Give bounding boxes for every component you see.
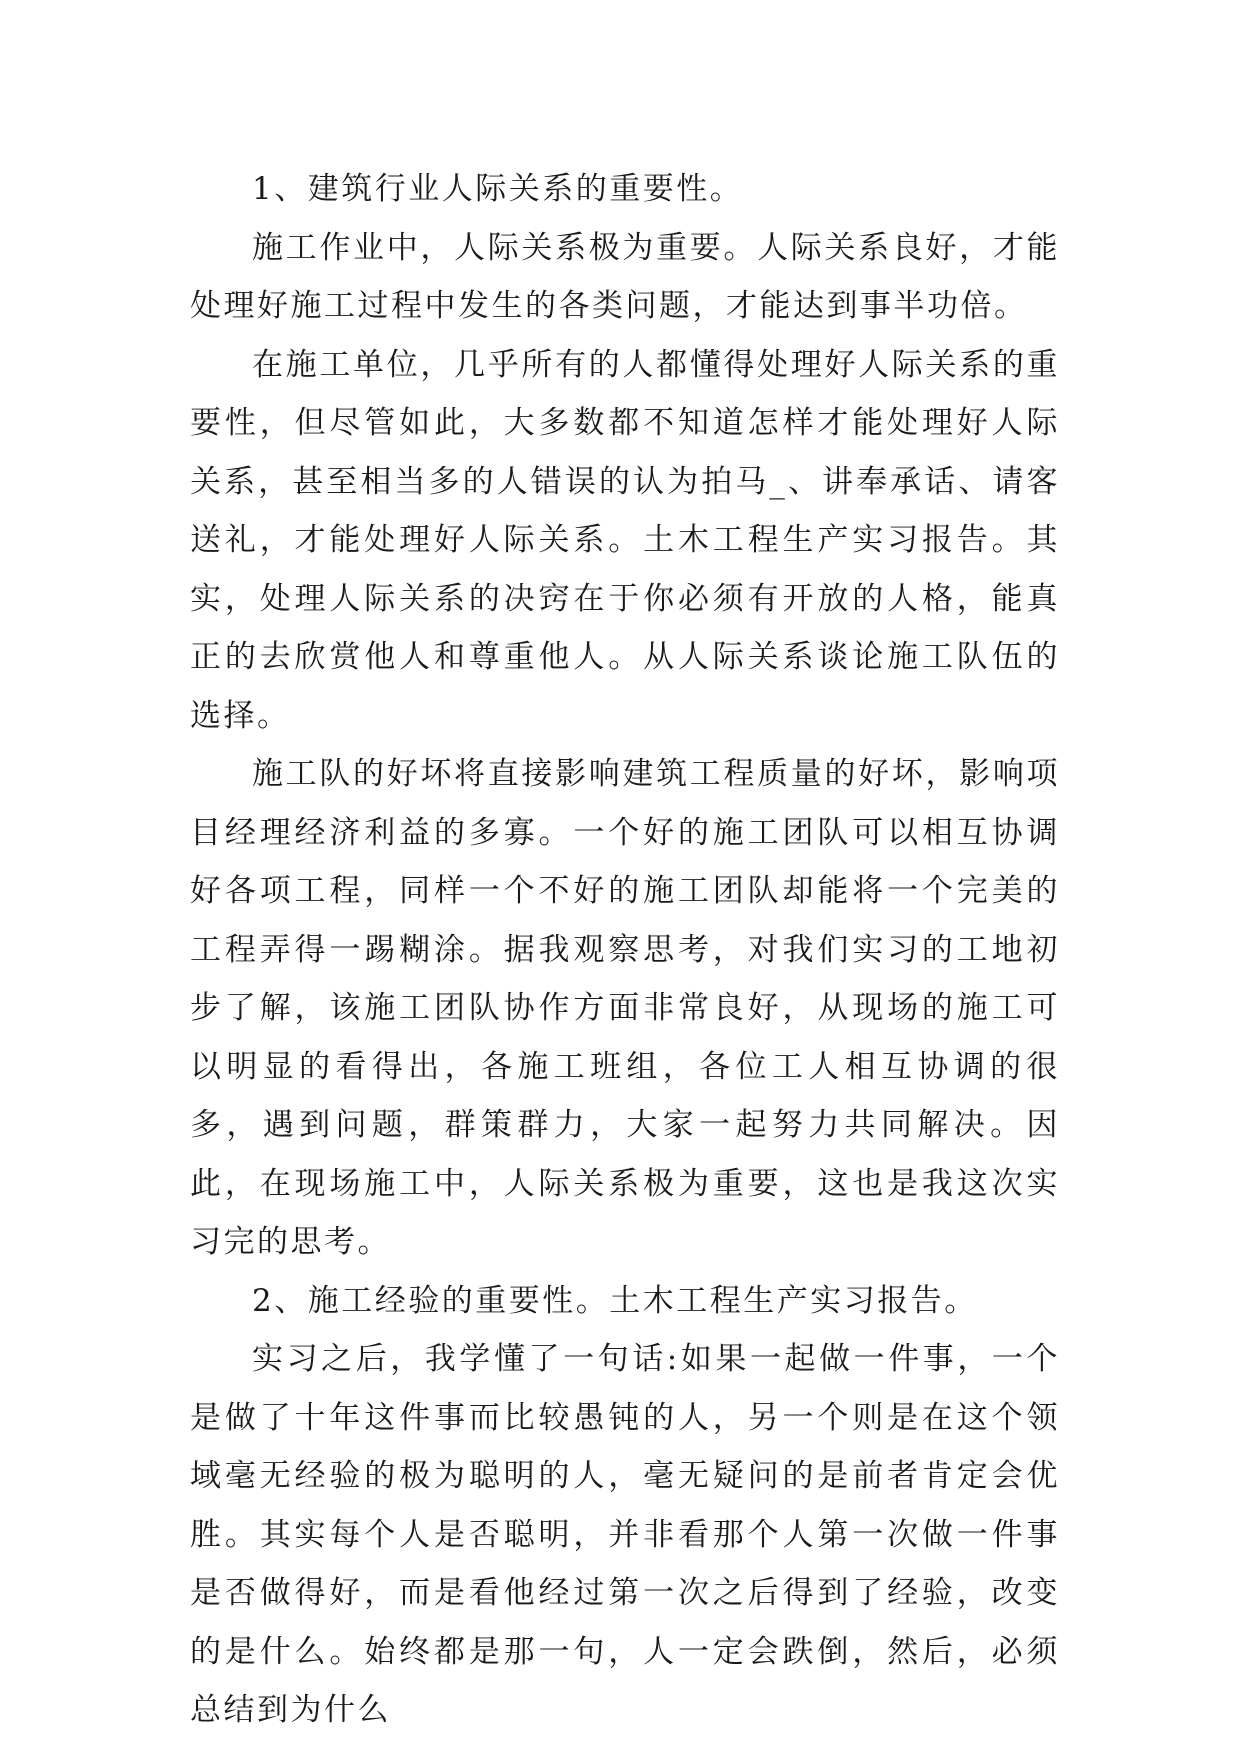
heading-interpersonal-importance: 1、建筑行业人际关系的重要性。 <box>252 171 744 207</box>
document-body <box>190 160 1060 1740</box>
paragraph-experience: 实习之后，我学懂了一句话:如果一起做一件事，一个是做了十年这件事而比较愚钝的人，另一个则是在这个领域毫无经验的极为聪明的人，毫无疑问的是前者肯定会优胜。其实每个人是否聪明，并非看那个人第一次做一件事是否做得好，而是看他经过第一次之后得到了经验，改变的是什么。始终都是那一句，人一定会跌倒，然后，必须总结到为什么 <box>190 1341 1060 1728</box>
paragraph-interpersonal-intro: 施工作业中，人际关系极为重要。人际关系良好，才能处理好施工过程中发生的各类问题，才能达到事半功倍。 <box>190 229 1060 324</box>
paragraph-interpersonal-handling: 在施工单位，几乎所有的人都懂得处理好人际关系的重要性，但尽管如此，大多数都不知道怎样才能处理好人际关系，甚至相当多的人错误的认为拍马_、讲奉承话、请客送礼，才能处理好人际关系。土木工程生产实习报告。其实，处理人际关系的决窍在于你必须有开放的人格，能真正的去欣赏他人和尊重他人。从人际关系谈论施工队伍的选择。 <box>190 346 1060 734</box>
heading-experience-importance: 2、施工经验的重要性。土木工程生产实习报告。 <box>252 1282 978 1319</box>
paragraph-construction-team: 施工队的好坏将直接影响建筑工程质量的好坏，影响项目经理经济利益的多寡。一个好的施工团队可以相互协调好各项工程，同样一个不好的施工团队却能将一个完美的工程弄得一踢糊涂。据我观察思考，对我们实习的工地初步了解，该施工团队协作方面非常良好，从现场的施工可以明显的看得出，各施工班组，各位工人相互协调的很多，遇到问题，群策群力，大家一起努力共同解决。因此，在现场施工中，人际关系极为重要，这也是我这次实习完的思考。 <box>190 756 1060 1260</box>
